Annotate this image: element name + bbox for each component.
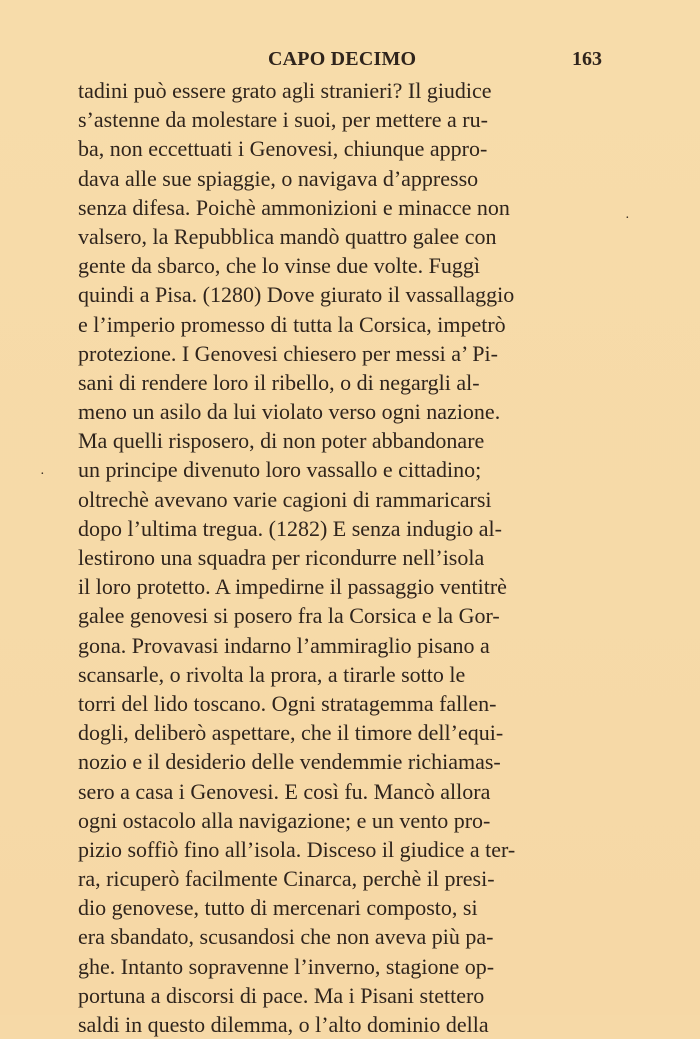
text-line: gente da sbarco, che lo vinse due volte. Fuggì [78, 253, 481, 279]
text-line: oltrechè avevano varie cagioni di rammaricarsi [78, 486, 492, 512]
text-line: nozio e il desiderio delle vendemmie richiamas- [78, 749, 501, 775]
text-line: dio genovese, tutto di mercenari composto, si [78, 895, 478, 921]
text-line: sani di rendere loro il ribello, o di negargli al- [78, 369, 480, 395]
text-line: torri del lido toscano. Ogni stratagemma fallen- [78, 690, 497, 716]
text-line: scansarle, o rivolta la prora, a tirarle sotto le [78, 661, 466, 687]
text-line: gona. Provavasi indarno l’ammiraglio pisano a [78, 632, 490, 658]
text-line: dava alle sue spiaggie, o navigava d’appresso [78, 165, 479, 191]
body-text [78, 76, 600, 1039]
right-margin-mark: · [625, 211, 630, 226]
text-line: Ma quelli risposero, di non poter abbandonare [78, 428, 485, 454]
text-line: lestirono una squadra per ricondurre nell’isola [78, 545, 485, 570]
text-line: ogni ostacolo alla navigazione; e un vento pro- [78, 807, 491, 833]
text-line: meno un asilo da lui violato verso ogni nazione. [78, 399, 501, 425]
text-line: dopo l’ultima tregua. (1282) E senza indugio al- [78, 515, 502, 541]
running-head [78, 48, 602, 74]
text-line: dogli, deliberò aspettare, che il timore dell’equi- [78, 720, 504, 746]
page-number: 163 [572, 48, 602, 70]
text-line: ghe. Intanto sopravenne l’inverno, stagione op- [78, 953, 495, 979]
text-line: valsero, la Repubblica mandò quattro galee con [78, 223, 497, 249]
text-line: sero a casa i Genovesi. E così fu. Mancò allora [78, 778, 491, 804]
text-line: protezione. I Genovesi chiesero per messi a’ Pi- [78, 340, 498, 366]
text-line: il loro protetto. A impedirne il passaggio ventitrè [78, 574, 507, 600]
text-line: e l’imperio promesso di tutta la Corsica, impetrò [78, 311, 506, 337]
text-line: s’astenne da molestare i suoi, per mettere a ru- [78, 107, 488, 133]
left-margin-mark: · [40, 467, 45, 482]
text-line: era sbandato, scusandosi che non aveva più pa- [78, 924, 494, 950]
text-line: portuna a discorsi di pace. Ma i Pisani stettero [78, 982, 485, 1008]
text-line: tadini può essere grato agli stranieri? Il giudice [78, 78, 492, 103]
text-line: ba, non eccettuati i Genovesi, chiunque appro- [78, 136, 488, 162]
text-line: quindi a Pisa. (1280) Dove giurato il vassallaggio [78, 282, 515, 308]
text-line: un principe divenuto loro vassallo e cittadino; [78, 457, 482, 483]
text-line: ra, ricuperò facilmente Cinarca, perchè il presi- [78, 866, 495, 892]
text-line: pizio soffiò fino all’isola. Disceso il giudice a ter- [78, 836, 516, 862]
text-line: saldi in questo dilemma, o l’alto dominio della [78, 1012, 489, 1037]
chapter-title: CAPO DECIMO [268, 48, 417, 70]
text-line: galee genovesi si posero fra la Corsica e la Gor- [78, 603, 500, 629]
text-line: senza difesa. Poichè ammonizioni e minacce non [78, 194, 510, 220]
